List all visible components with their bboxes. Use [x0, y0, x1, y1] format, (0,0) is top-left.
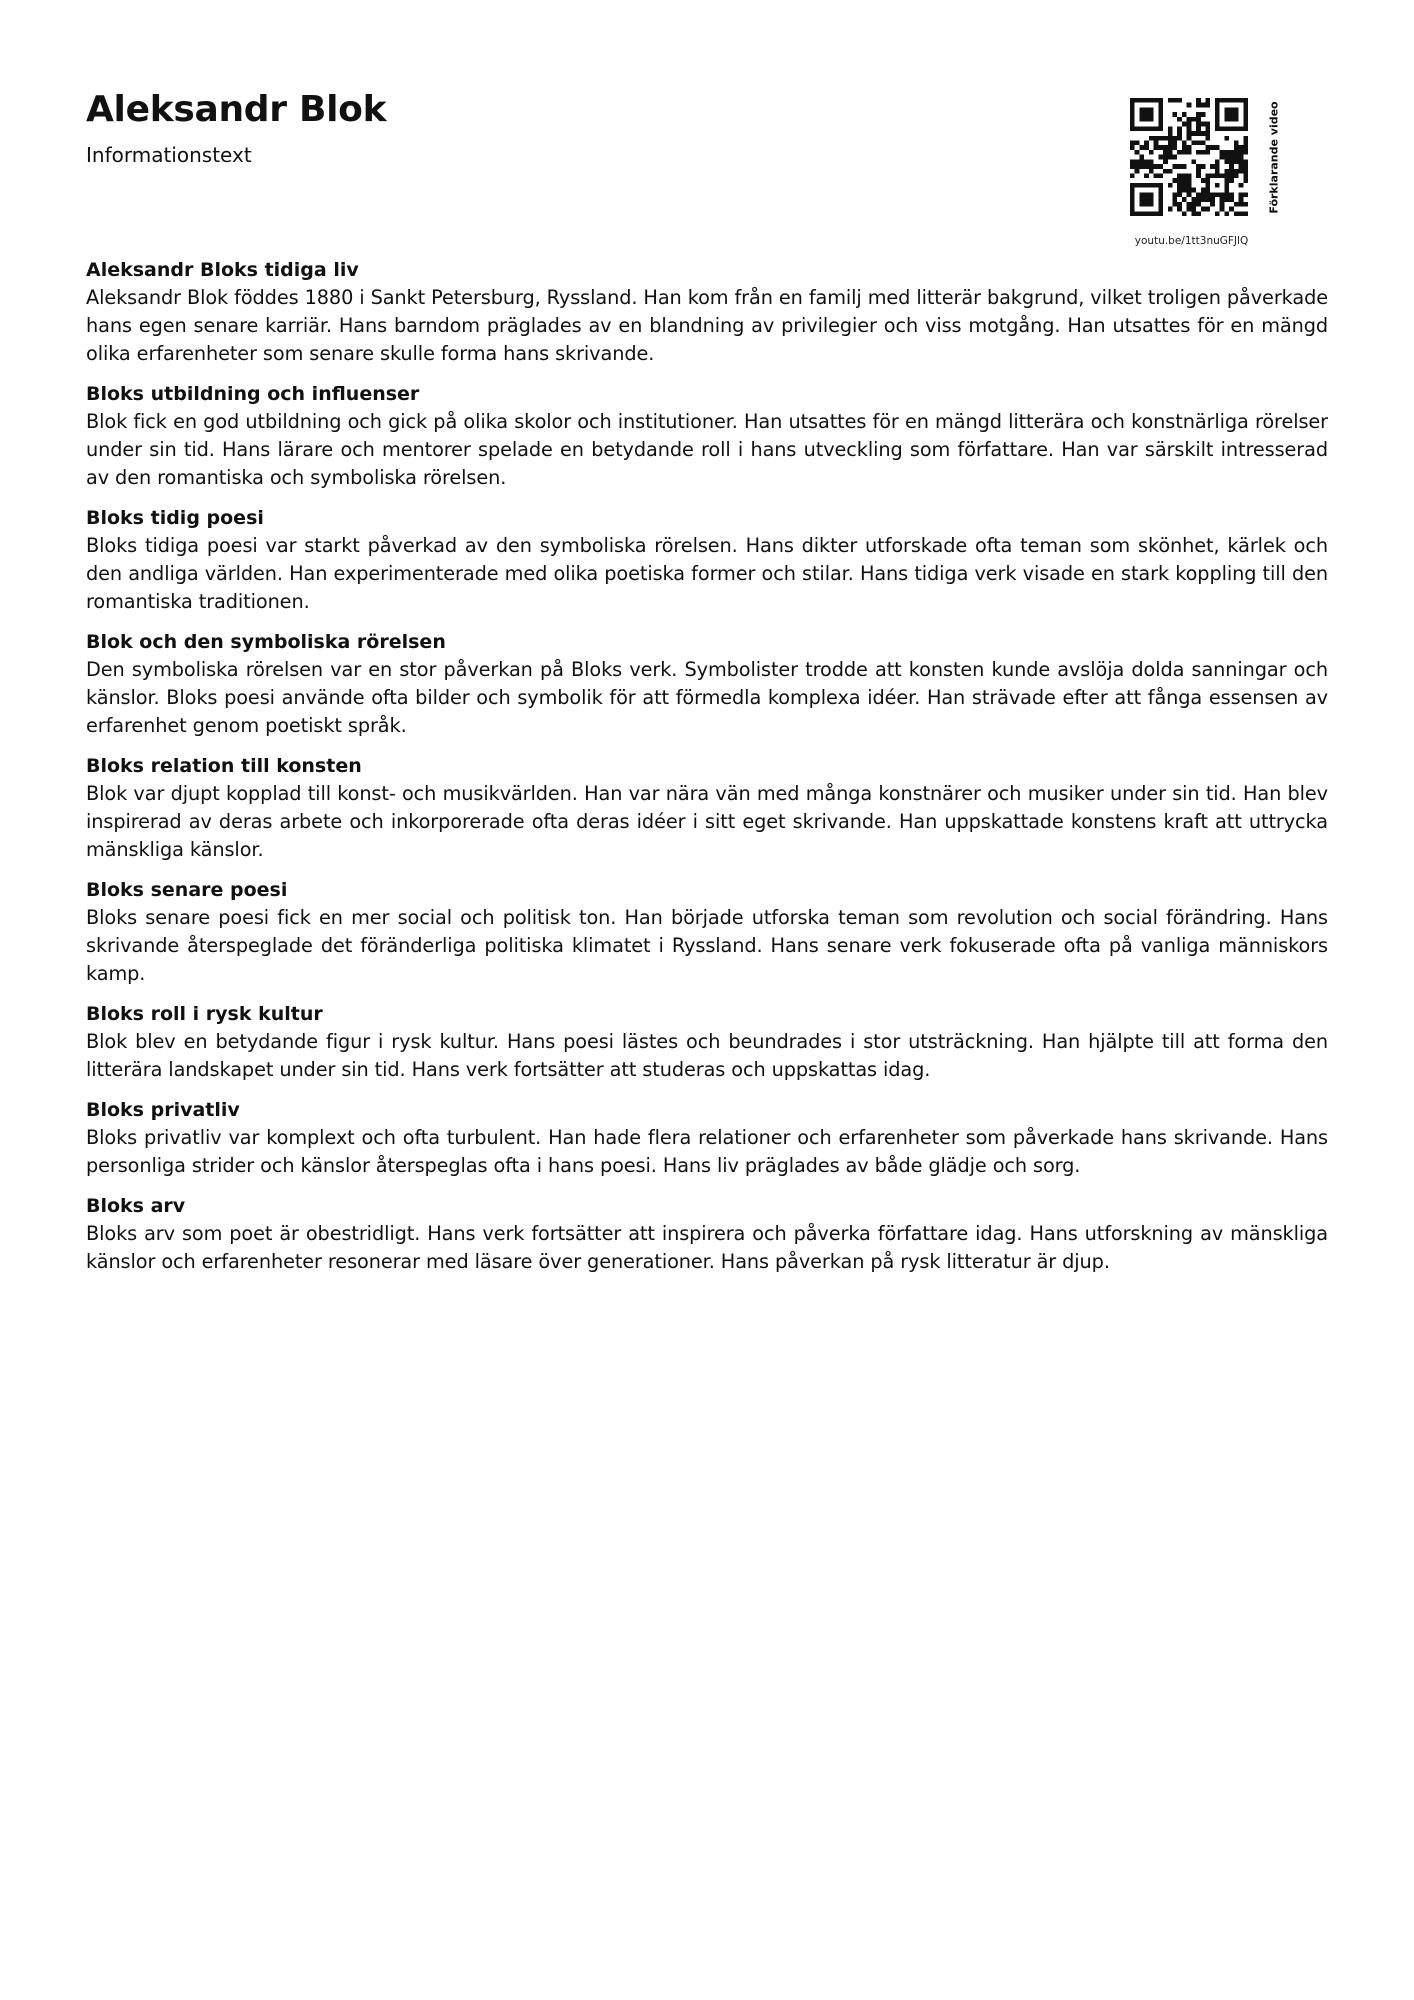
section-education [86, 380, 1328, 492]
page-subtitle: Informationstext [86, 143, 252, 167]
section-body: Bloks arv som poet är obestridligt. Hans verk fortsätter att inspirera och påverka författare idag. Hans utforskning av mänskliga känslor och erfarenheter resonerar med läsare över generationer. Hans påverkan på rysk litteratur är djup. [86, 1222, 1328, 1273]
section-later-poetry [86, 876, 1328, 988]
section-heading: Bloks roll i rysk kultur [86, 1003, 323, 1025]
section-heading: Bloks relation till konsten [86, 755, 362, 777]
section-body: Den symboliska rörelsen var en stor påverkan på Bloks verk. Symbolister trodde att konsten kunde avslöja dolda sanningar och känslor. Bloks poesi använde ofta bilder och symbolik för att förmedla komplexa idéer. Han strävade efter att fånga essensen av erfarenhet genom poetiskt språk. [86, 658, 1328, 737]
content [86, 256, 1328, 1288]
section-private-life [86, 1096, 1328, 1180]
section-heading: Bloks privatliv [86, 1099, 240, 1121]
section-heading: Blok och den symboliska rörelsen [86, 631, 446, 653]
section-symbolism [86, 628, 1328, 740]
section-early-life [86, 256, 1328, 368]
page-title: Aleksandr Blok [86, 89, 387, 130]
section-body: Blok var djupt kopplad till konst- och musikvärlden. Han var nära vän med många konstnärer och musiker under sin tid. Han blev inspirerad av deras arbete och inkorporerade ofta deras idéer i sitt eget skrivande. Han uppskattade konstens kraft att uttrycka mänskliga känslor. [86, 782, 1328, 861]
section-heading: Aleksandr Bloks tidiga liv [86, 259, 359, 281]
qr-side-label-wrap [1264, 98, 1284, 216]
section-heading: Bloks arv [86, 1195, 186, 1217]
section-early-poetry [86, 504, 1328, 616]
qr-side-label: Förklarande video [1267, 100, 1281, 214]
section-body: Aleksandr Blok föddes 1880 i Sankt Petersburg, Ryssland. Han kom från en familj med litterär bakgrund, vilket troligen påverkade hans egen senare karriär. Hans barndom präglades av en blandning av privilegier och viss motgång. Han utsattes för en mängd olika erfarenheter som senare skulle forma hans skrivande. [86, 286, 1328, 365]
section-body: Bloks tidiga poesi var starkt påverkad av den symboliska rörelsen. Hans dikter utforskade ofta teman som skönhet, kärlek och den andliga världen. Han experimenterade med olika poetiska former och stilar. Hans tidiga verk visade en stark koppling till den romantiska traditionen. [86, 534, 1328, 613]
section-body: Blok blev en betydande figur i rysk kultur. Hans poesi lästes och beundrades i stor utsträckning. Han hjälpte till att forma den litterära landskapet under sin tid. Hans verk fortsätter att studeras och uppskattas idag. [86, 1030, 1328, 1081]
section-art-relation [86, 752, 1328, 864]
section-body: Bloks privatliv var komplext och ofta turbulent. Han hade flera relationer och erfarenheter som påverkade hans skrivande. Hans personliga strider och känslor återspeglas ofta i hans poesi. Hans liv präglades av både glädje och sorg. [86, 1126, 1328, 1177]
section-legacy [86, 1192, 1328, 1276]
qr-block [1124, 98, 1294, 250]
section-heading: Bloks utbildning och influenser [86, 383, 420, 405]
qr-code-icon[interactable] [1130, 98, 1248, 216]
section-heading: Bloks senare poesi [86, 879, 288, 901]
section-body: Bloks senare poesi fick en mer social och politisk ton. Han började utforska teman som revolution och social förändring. Hans skrivande återspeglade det föränderliga politiska klimatet i Ryssland. Hans senare verk fokuserade ofta på vanliga människors kamp. [86, 906, 1328, 985]
section-russian-culture [86, 1000, 1328, 1084]
section-heading: Bloks tidig poesi [86, 507, 264, 529]
section-body: Blok fick en god utbildning och gick på olika skolor och institutioner. Han utsattes för en mängd litterära och konstnärliga rörelser under sin tid. Hans lärare och mentorer spelade en betydande roll i hans utveckling som författare. Han var särskilt intresserad av den romantiska och symboliska rörelsen. [86, 410, 1328, 489]
qr-link-caption[interactable]: youtu.be/1tt3nuGFJlQ [1134, 235, 1249, 247]
